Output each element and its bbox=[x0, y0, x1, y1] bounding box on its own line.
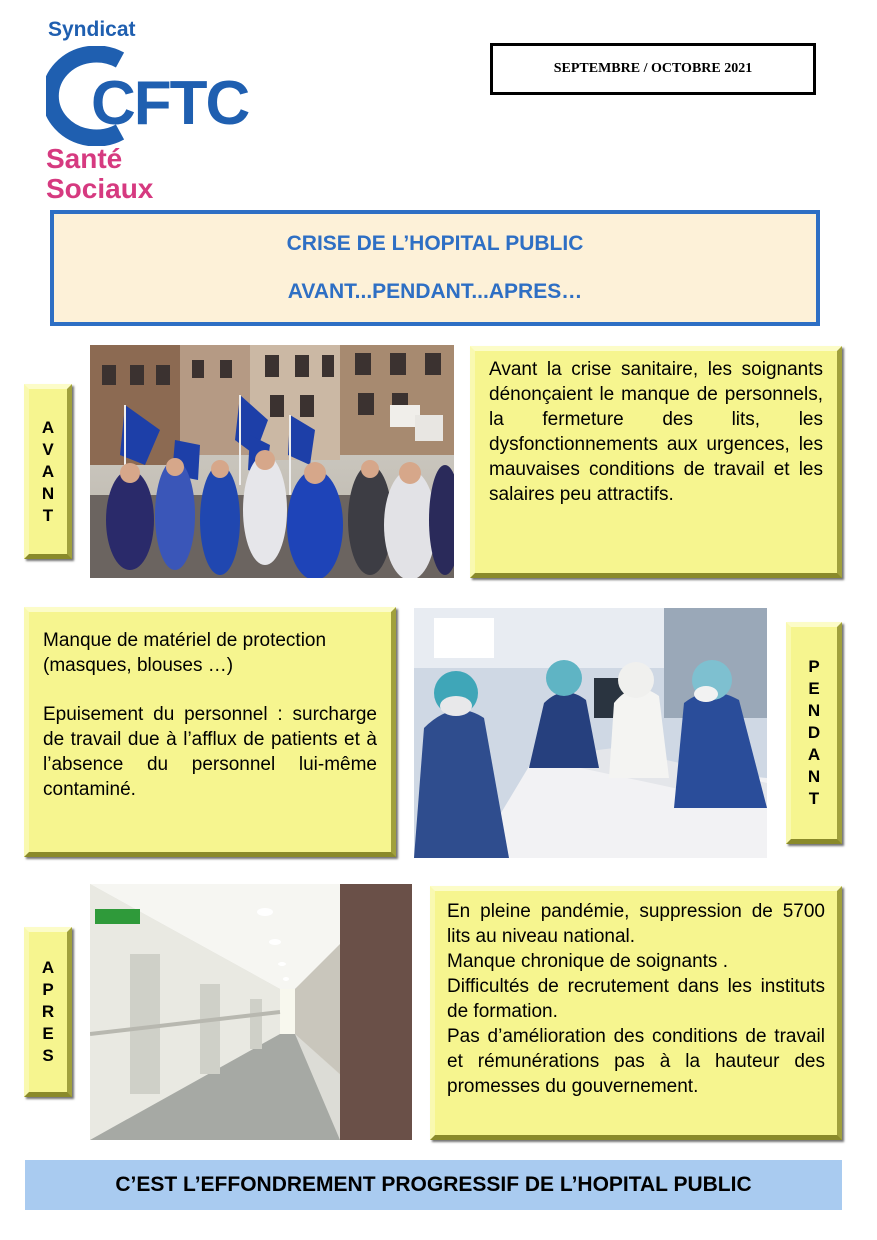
logo-syndicat-text: Syndicat bbox=[48, 18, 136, 41]
apres-text-panel bbox=[430, 886, 842, 1140]
pendant-text-2: Epuisement du personnel : surcharge de travail due à l’afflux de patients et à l’absence du personnel lui-même contaminé. bbox=[43, 704, 377, 800]
icu-photo bbox=[414, 608, 767, 858]
apres-line-3: Difficultés de recrutement dans les instituts de formation. bbox=[447, 976, 825, 1022]
hospital-corridor-photo bbox=[90, 884, 412, 1140]
avant-text-panel bbox=[470, 346, 842, 578]
title-line-1: CRISE DE L’HOPITAL PUBLIC bbox=[286, 232, 584, 255]
logo-brand-text: CFTC bbox=[91, 69, 249, 138]
pendant-text-panel bbox=[24, 607, 396, 857]
cftc-logo bbox=[46, 46, 256, 146]
apres-line-4: Pas d’amélioration des conditions de travail et rémunérations pas à la hauteur des promesses du gouvernement. bbox=[447, 1026, 825, 1097]
apres-label bbox=[24, 927, 72, 1097]
title-box bbox=[50, 210, 820, 326]
demonstration-photo bbox=[90, 345, 454, 578]
apres-line-1: En pleine pandémie, suppression de 5700 lits au niveau national. bbox=[447, 901, 825, 947]
conclusion-banner bbox=[25, 1160, 842, 1210]
logo-sociaux-text: Sociaux bbox=[46, 173, 154, 204]
apres-line-2: Manque chronique de soignants . bbox=[447, 951, 728, 972]
conclusion-text: C’EST L’EFFONDREMENT PROGRESSIF DE L’HOPITAL PUBLIC bbox=[115, 1173, 752, 1196]
pendant-label bbox=[786, 622, 842, 844]
title-line-2: AVANT...PENDANT...APRES… bbox=[287, 280, 583, 303]
avant-label-text: A V A N T bbox=[41, 417, 55, 525]
apres-label-text: A P R E S bbox=[41, 958, 55, 1065]
avant-text: Avant la crise sanitaire, les soignants dénonçaient le manque de personnels, la fermeture des lits, les dysfonctionnements aux urgences, les mauvaises conditions de travail et les salaires peu attractifs. bbox=[489, 359, 823, 505]
date-box bbox=[490, 43, 816, 95]
pendant-label-text: P E N D A N T bbox=[807, 657, 821, 808]
date-text: SEPTEMBRE / OCTOBRE 2021 bbox=[553, 61, 753, 76]
pendant-text-1: Manque de matériel de protection (masques, blouses …) bbox=[43, 630, 327, 676]
logo-sante-text: Santé bbox=[46, 143, 123, 174]
avant-label bbox=[24, 384, 72, 559]
